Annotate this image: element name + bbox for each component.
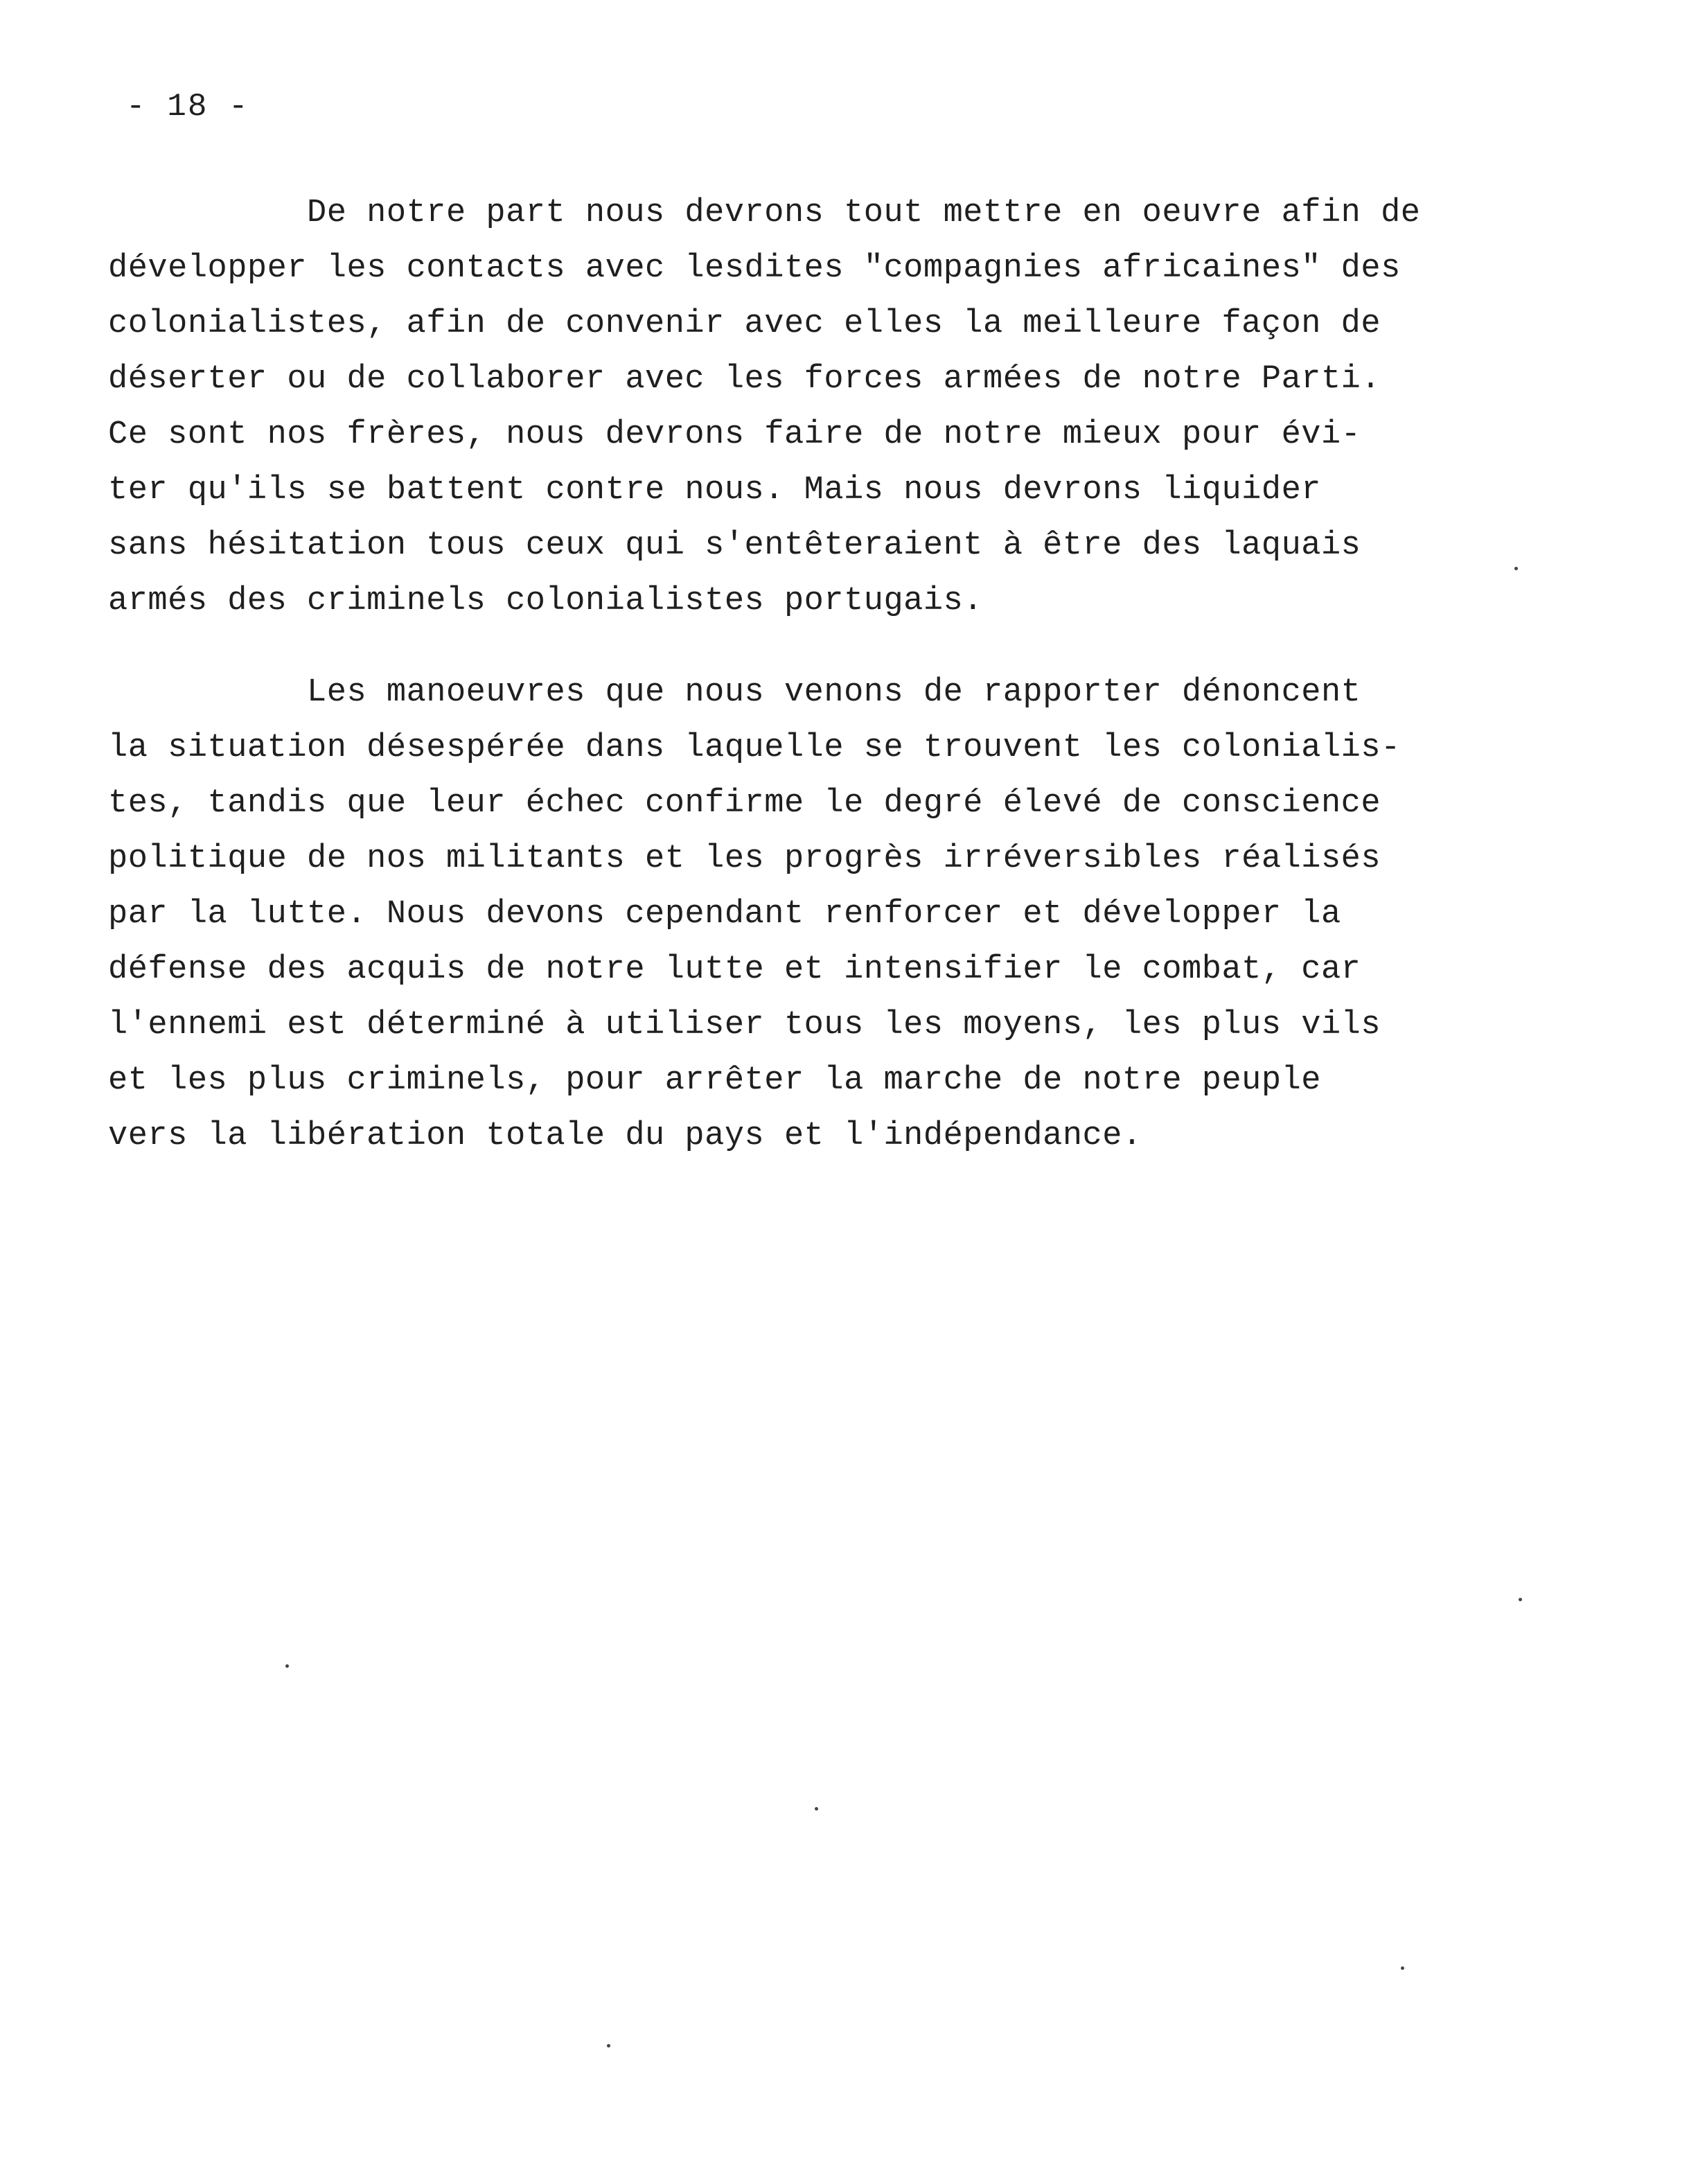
paragraph-2 bbox=[108, 665, 1466, 1164]
scan-speck bbox=[1519, 1598, 1522, 1601]
scan-speck bbox=[1514, 567, 1518, 570]
text-line: sans hésitation tous ceux qui s'entêteraient à être des laquais bbox=[108, 527, 1361, 564]
text-line: De notre part nous devrons tout mettre en oeuvre afin de bbox=[108, 195, 1421, 231]
scan-speck bbox=[815, 1807, 818, 1811]
text-line: vers la libération totale du pays et l'indépendance. bbox=[108, 1118, 1142, 1154]
scan-speck bbox=[1401, 1966, 1404, 1970]
scan-speck bbox=[607, 2044, 610, 2048]
document-body bbox=[108, 186, 1466, 1200]
page-number: - 18 - bbox=[126, 89, 249, 125]
text-line: déserter ou de collaborer avec les forces armées de notre Parti. bbox=[108, 361, 1381, 398]
text-line: tes, tandis que leur échec confirme le degré élevé de conscience bbox=[108, 785, 1381, 822]
text-line: développer les contacts avec lesdites "compagnies africaines" des bbox=[108, 250, 1401, 287]
text-line: Ce sont nos frères, nous devrons faire de notre mieux pour évi- bbox=[108, 416, 1361, 453]
text-line: défense des acquis de notre lutte et intensifier le combat, car bbox=[108, 951, 1361, 988]
text-line: et les plus criminels, pour arrêter la marche de notre peuple bbox=[108, 1062, 1321, 1099]
text-line: colonialistes, afin de convenir avec elles la meilleure façon de bbox=[108, 306, 1381, 342]
text-line: politique de nos militants et les progrès irréversibles réalisés bbox=[108, 840, 1381, 877]
text-line: la situation désespérée dans laquelle se trouvent les colonialis- bbox=[108, 730, 1401, 766]
text-line: ter qu'ils se battent contre nous. Mais nous devrons liquider bbox=[108, 472, 1321, 509]
text-line: Les manoeuvres que nous venons de rapporter dénoncent bbox=[108, 674, 1361, 711]
paragraph-1 bbox=[108, 186, 1466, 629]
text-line: armés des criminels colonialistes portugais. bbox=[108, 583, 984, 619]
scan-speck bbox=[285, 1664, 289, 1668]
text-line: l'ennemi est déterminé à utiliser tous les moyens, les plus vils bbox=[108, 1007, 1381, 1043]
text-line: par la lutte. Nous devons cependant renforcer et développer la bbox=[108, 896, 1341, 933]
